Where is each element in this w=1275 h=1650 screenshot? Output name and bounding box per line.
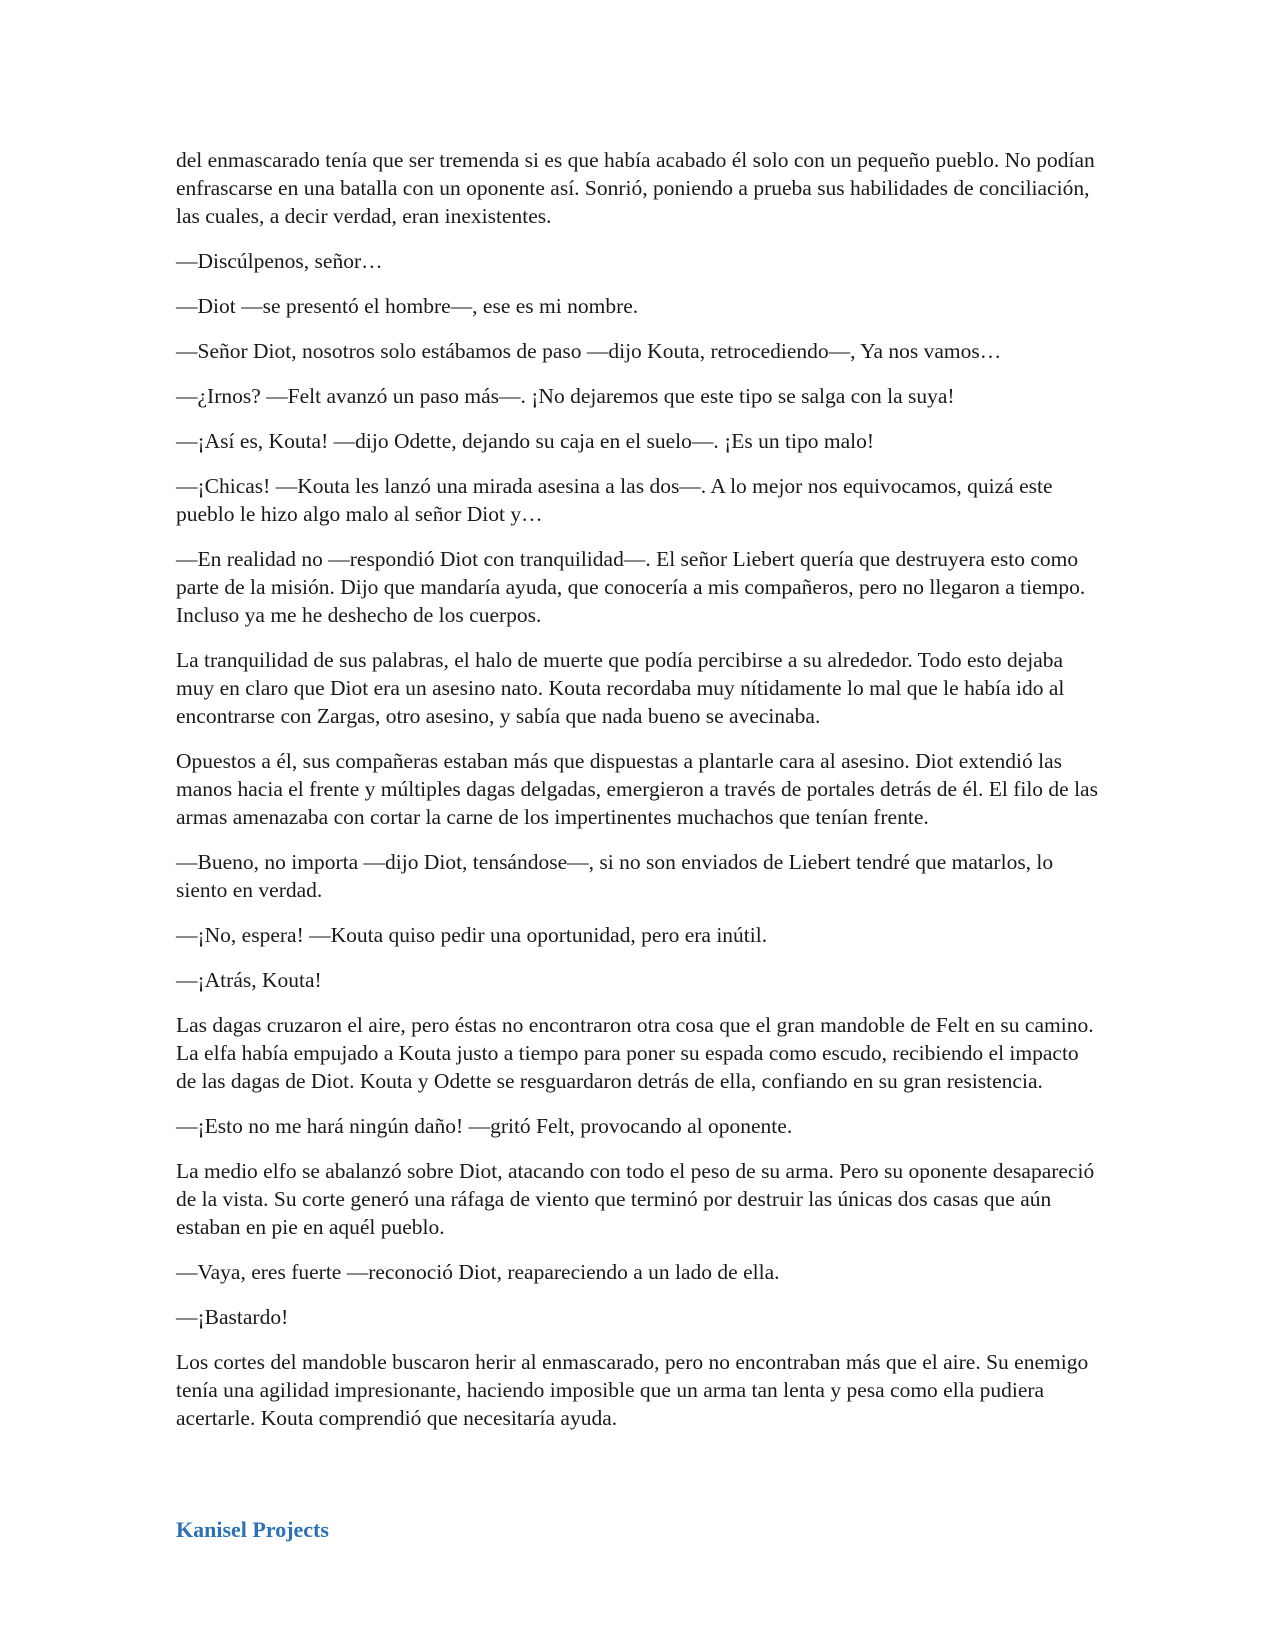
paragraph: —¡Esto no me hará ningún daño! —gritó Felt, provocando al oponente. (176, 1114, 793, 1138)
paragraph: La medio elfo se abalanzó sobre Diot, atacando con todo el peso de su arma. Pero su oponente desapareció de la vista. Su corte generó una ráfaga de viento que terminó por destruir las únicas dos casas que aún estaban en pie en aquél pueblo. (176, 1159, 1095, 1239)
paragraph: —¡No, espera! —Kouta quiso pedir una oportunidad, pero era inútil. (176, 923, 768, 947)
paragraph: —¡Así es, Kouta! —dijo Odette, dejando su caja en el suelo—. ¡Es un tipo malo! (176, 429, 874, 453)
paragraph: —Discúlpenos, señor… (176, 249, 383, 273)
paragraph: Los cortes del mandoble buscaron herir al enmascarado, pero no encontraban más que el aire. Su enemigo tenía una agilidad impresionante, haciendo imposible que un arma tan lenta y pesa como ella pudiera acertarle. Kouta comprendió que necesitaría ayuda. (176, 1350, 1089, 1430)
paragraph: Opuestos a él, sus compañeras estaban más que dispuestas a plantarle cara al asesino. Diot extendió las manos hacia el frente y múltiples dagas delgadas, emergieron a través de portales detrás de él. El filo de las armas amenazaba con cortar la carne de los impertinentes muchachos que tenían frente. (176, 749, 1098, 829)
paragraph: Las dagas cruzaron el aire, pero éstas no encontraron otra cosa que el gran mandoble de Felt en su camino. La elfa había empujado a Kouta justo a tiempo para poner su espada como escudo, recibiendo el impacto de las dagas de Diot. Kouta y Odette se resguardaron detrás de ella, confiando en su gran resistencia. (176, 1013, 1094, 1093)
footer-brand: Kanisel Projects (176, 1517, 329, 1542)
paragraph: —Señor Diot, nosotros solo estábamos de paso —dijo Kouta, retrocediendo—, Ya nos vamos… (176, 339, 1002, 363)
paragraph: —¿Irnos? —Felt avanzó un paso más—. ¡No dejaremos que este tipo se salga con la suya! (176, 384, 955, 408)
paragraph: —¡Bastardo! (176, 1305, 289, 1329)
paragraph: —¡Atrás, Kouta! (176, 968, 322, 992)
body-text (176, 146, 1102, 1449)
paragraph: —En realidad no —respondió Diot con tranquilidad—. El señor Liebert quería que destruyera esto como parte de la misión. Dijo que mandaría ayuda, que conocería a mis compañeros, pero no llegaron a tiempo. Incluso ya me he deshecho de los cuerpos. (176, 547, 1086, 627)
paragraph: —Bueno, no importa —dijo Diot, tensándose—, si no son enviados de Liebert tendré que matarlos, lo siento en verdad. (176, 850, 1054, 902)
paragraph: —¡Chicas! —Kouta les lanzó una mirada asesina a las dos—. A lo mejor nos equivocamos, quizá este pueblo le hizo algo malo al señor Diot y… (176, 474, 1053, 526)
paragraph: —Diot —se presentó el hombre—, ese es mi nombre. (176, 294, 639, 318)
paragraph: del enmascarado tenía que ser tremenda si es que había acabado él solo con un pequeño pueblo. No podían enfrascarse en una batalla con un oponente así. Sonrió, poniendo a prueba sus habilidades de conciliación, las cuales, a decir verdad, eran inexistentes. (176, 148, 1095, 228)
paragraph: La tranquilidad de sus palabras, el halo de muerte que podía percibirse a su alrededor. Todo esto dejaba muy en claro que Diot era un asesino nato. Kouta recordaba muy nítidamente lo mal que le había ido al encontrarse con Zargas, otro asesino, y sabía que nada bueno se avecinaba. (176, 648, 1065, 728)
paragraph: —Vaya, eres fuerte —reconoció Diot, reapareciendo a un lado de ella. (176, 1260, 780, 1284)
